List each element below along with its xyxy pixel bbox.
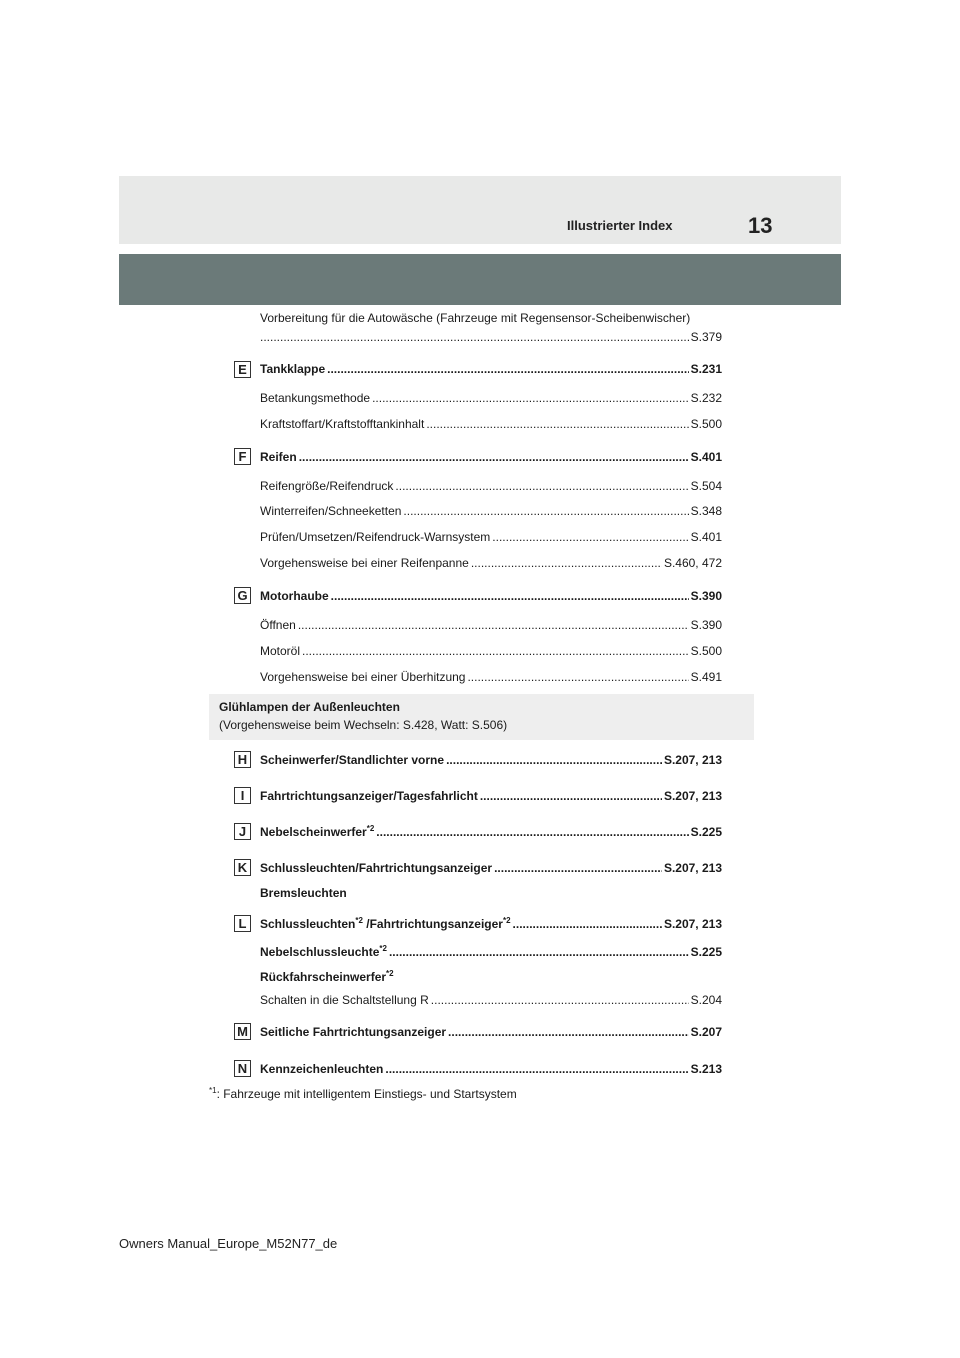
index-row-engine-oil[interactable]: Motoröl ..... S.500 xyxy=(260,644,722,658)
section-title: Illustrierter Index xyxy=(567,218,673,233)
index-row-tail-turn[interactable]: Schlussleuchten/Fahrtrichtungsanzeiger ..... S.207, 213 xyxy=(260,861,722,875)
index-row-tires[interactable]: Reifen ..... S.401 xyxy=(260,450,722,464)
index-row-side-turn[interactable]: Seitliche Fahrtrichtungsanzeiger ..... S.207 xyxy=(260,1025,722,1039)
index-row-flat-tire[interactable]: Vorgehensweise bei einer Reifenpanne ..... S.460, 472 xyxy=(260,556,722,570)
footer-text: Owners Manual_Europe_M52N77_de xyxy=(119,1236,338,1251)
wash-prep-text: Vorbereitung für die Autowäsche (Fahrzeuge mit Regensensor-Scheibenwischer) xyxy=(260,311,691,325)
bulbs-info-box xyxy=(209,694,754,740)
index-label-brake[interactable]: Bremsleuchten xyxy=(260,886,347,900)
index-row-winter-tires[interactable]: Winterreifen/Schneeketten ..... S.348 xyxy=(260,504,722,518)
index-row-fog[interactable]: Nebelscheinwerfer$^{*2}$ ..... S.225 xyxy=(260,825,722,839)
marker-m: M xyxy=(234,1023,251,1040)
page-number: 13 xyxy=(748,213,773,238)
footnote: $^{*1}$: Fahrzeuge mit intelligentem Einstiegs- und Startsystem xyxy=(209,1086,517,1101)
index-row-fuel-door[interactable]: Tankklappe ..... S.231 xyxy=(260,362,722,376)
page-ref: S.379 xyxy=(690,330,722,344)
header-band xyxy=(119,176,841,244)
index-row-plate[interactable]: Kennzeichenleuchten ..... S.213 xyxy=(260,1062,722,1076)
marker-f: F xyxy=(234,448,251,465)
marker-g: G xyxy=(234,587,251,604)
index-row-turn-daylight[interactable]: Fahrtrichtungsanzeiger/Tagesfahrlicht ..... S.207, 213 xyxy=(260,789,722,803)
index-row-refuel[interactable]: Betankungsmethode ..... S.232 xyxy=(260,391,722,405)
marker-i: I xyxy=(234,787,251,804)
header-dark-band xyxy=(119,254,841,305)
marker-j: J xyxy=(234,823,251,840)
marker-l: L xyxy=(234,915,251,932)
bulbs-box-title: Glühlampen der Außenleuchten xyxy=(219,700,400,714)
index-row-tire-check[interactable]: Prüfen/Umsetzen/Reifendruck-Warnsystem ..... S.401 xyxy=(260,530,722,544)
index-row-headlights[interactable]: Scheinwerfer/Standlichter vorne ..... S.207, 213 xyxy=(260,753,722,767)
marker-k: K xyxy=(234,859,251,876)
marker-h: H xyxy=(234,751,251,768)
index-row-fuel-type[interactable]: Kraftstoffart/Kraftstofftankinhalt ..... S.500 xyxy=(260,417,722,431)
index-row-rear-fog[interactable]: Nebelschlussleuchte$^{*2}$ ..... S.225 xyxy=(260,945,722,959)
marker-e: E xyxy=(234,361,251,378)
index-row-reverse-shift[interactable]: Schalten in die Schaltstellung R ..... S.204 xyxy=(260,993,722,1007)
index-row-hood[interactable]: Motorhaube ..... S.390 xyxy=(260,589,722,603)
wash-prep-row xyxy=(260,330,722,344)
index-row-hood-open[interactable]: Öffnen ..... S.390 xyxy=(260,618,722,632)
index-row-tail-lights[interactable]: Schlussleuchten$^{*2}$ /Fahrtrichtungsanzeiger$^{*2}$ ..... S.207, 213 xyxy=(260,917,722,931)
index-row-overheat[interactable]: Vorgehensweise bei einer Überhitzung ..... S.491 xyxy=(260,670,722,684)
marker-n: N xyxy=(234,1060,251,1077)
bulbs-box-subtitle: (Vorgehensweise beim Wechseln: S.428, Watt: S.506) xyxy=(219,718,508,732)
index-row-tire-size[interactable]: Reifengröße/Reifendruck ..... S.504 xyxy=(260,479,722,493)
index-label-reverse[interactable]: Rückfahrscheinwerfer$^{*2}$ xyxy=(260,969,394,984)
